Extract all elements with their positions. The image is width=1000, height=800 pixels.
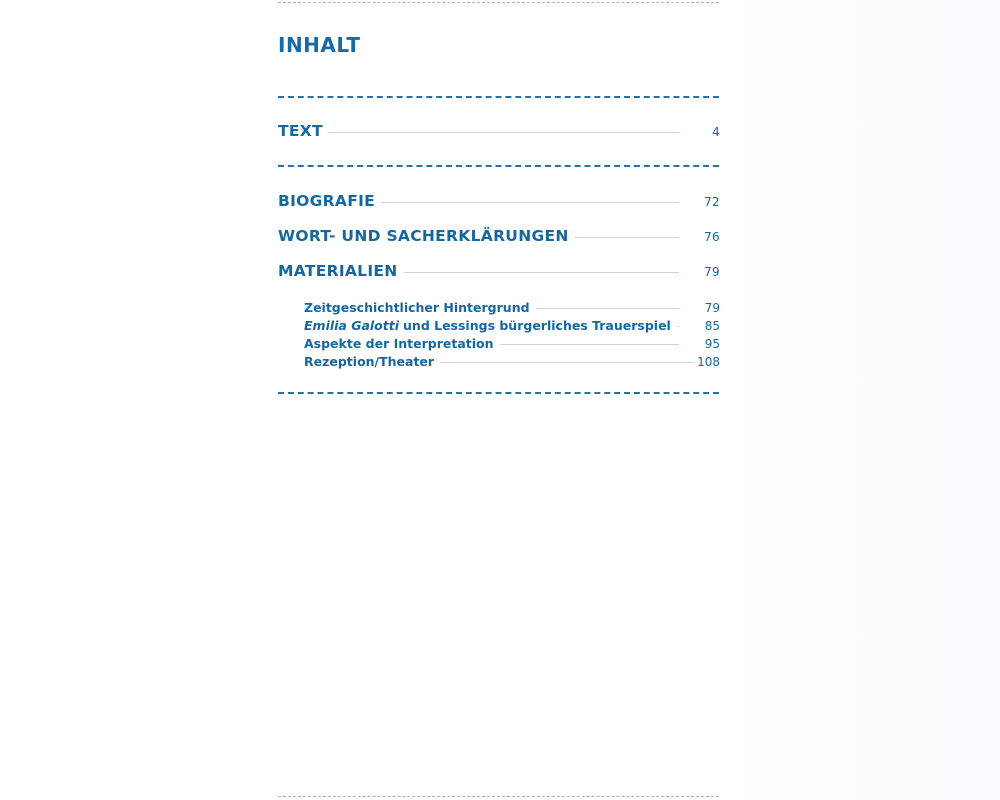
work-title: Emilia Galotti — [304, 318, 400, 333]
toc-entry-label: TEXT — [278, 122, 323, 140]
toc-entry-page: 72 — [704, 195, 720, 209]
dot-leader — [677, 326, 679, 327]
toc-subentry-page: 79 — [704, 301, 720, 315]
toc-entry-label: BIOGRAFIE — [278, 192, 376, 210]
toc-subentry-label: Rezeption/Theater — [304, 354, 435, 369]
dot-leader — [381, 202, 679, 203]
toc-subentry-page: 108 — [697, 355, 720, 369]
toc-entry-page: 4 — [712, 125, 720, 139]
toc-entry-wort-und-sacherklaerungen[interactable] — [278, 227, 720, 245]
toc-entry-label: MATERIALIEN — [278, 262, 398, 280]
dot-leader — [404, 272, 679, 273]
bottom-divider — [278, 796, 719, 797]
dot-leader — [575, 237, 679, 238]
toc-entry-text[interactable] — [278, 122, 720, 140]
toc-subentry-label: Zeitgeschichtlicher Hintergrund — [304, 300, 530, 315]
toc-subentry-zeitgeschichte[interactable] — [304, 300, 720, 315]
toc-subentry-label-rest: und Lessings bürgerliches Trauerspiel — [403, 318, 671, 333]
divider — [278, 96, 719, 98]
toc-subentry-rezeption[interactable] — [304, 354, 720, 369]
divider — [278, 165, 719, 167]
dot-leader — [536, 308, 679, 309]
toc-entry-page: 79 — [704, 265, 720, 279]
top-divider — [278, 2, 719, 3]
divider — [278, 392, 719, 394]
toc-entry-page: 76 — [704, 230, 720, 244]
toc-subentry-aspekte[interactable] — [304, 336, 720, 351]
table-of-contents — [278, 0, 720, 800]
toc-entry-biografie[interactable] — [278, 192, 720, 210]
toc-entry-label: WORT- UND SACHERKLÄRUNGEN — [278, 227, 569, 245]
toc-subentry-page: 95 — [704, 337, 720, 351]
toc-subentry-label — [304, 318, 671, 333]
dot-leader — [440, 362, 693, 363]
toc-title: INHALT — [278, 33, 361, 57]
toc-entry-materialien[interactable] — [278, 262, 720, 280]
toc-subentry-page: 85 — [704, 319, 720, 333]
toc-subentry-label: Aspekte der Interpretation — [304, 336, 494, 351]
dot-leader — [500, 344, 679, 345]
dot-leader — [329, 132, 679, 133]
toc-subentry-emilia-galotti[interactable] — [304, 318, 720, 333]
